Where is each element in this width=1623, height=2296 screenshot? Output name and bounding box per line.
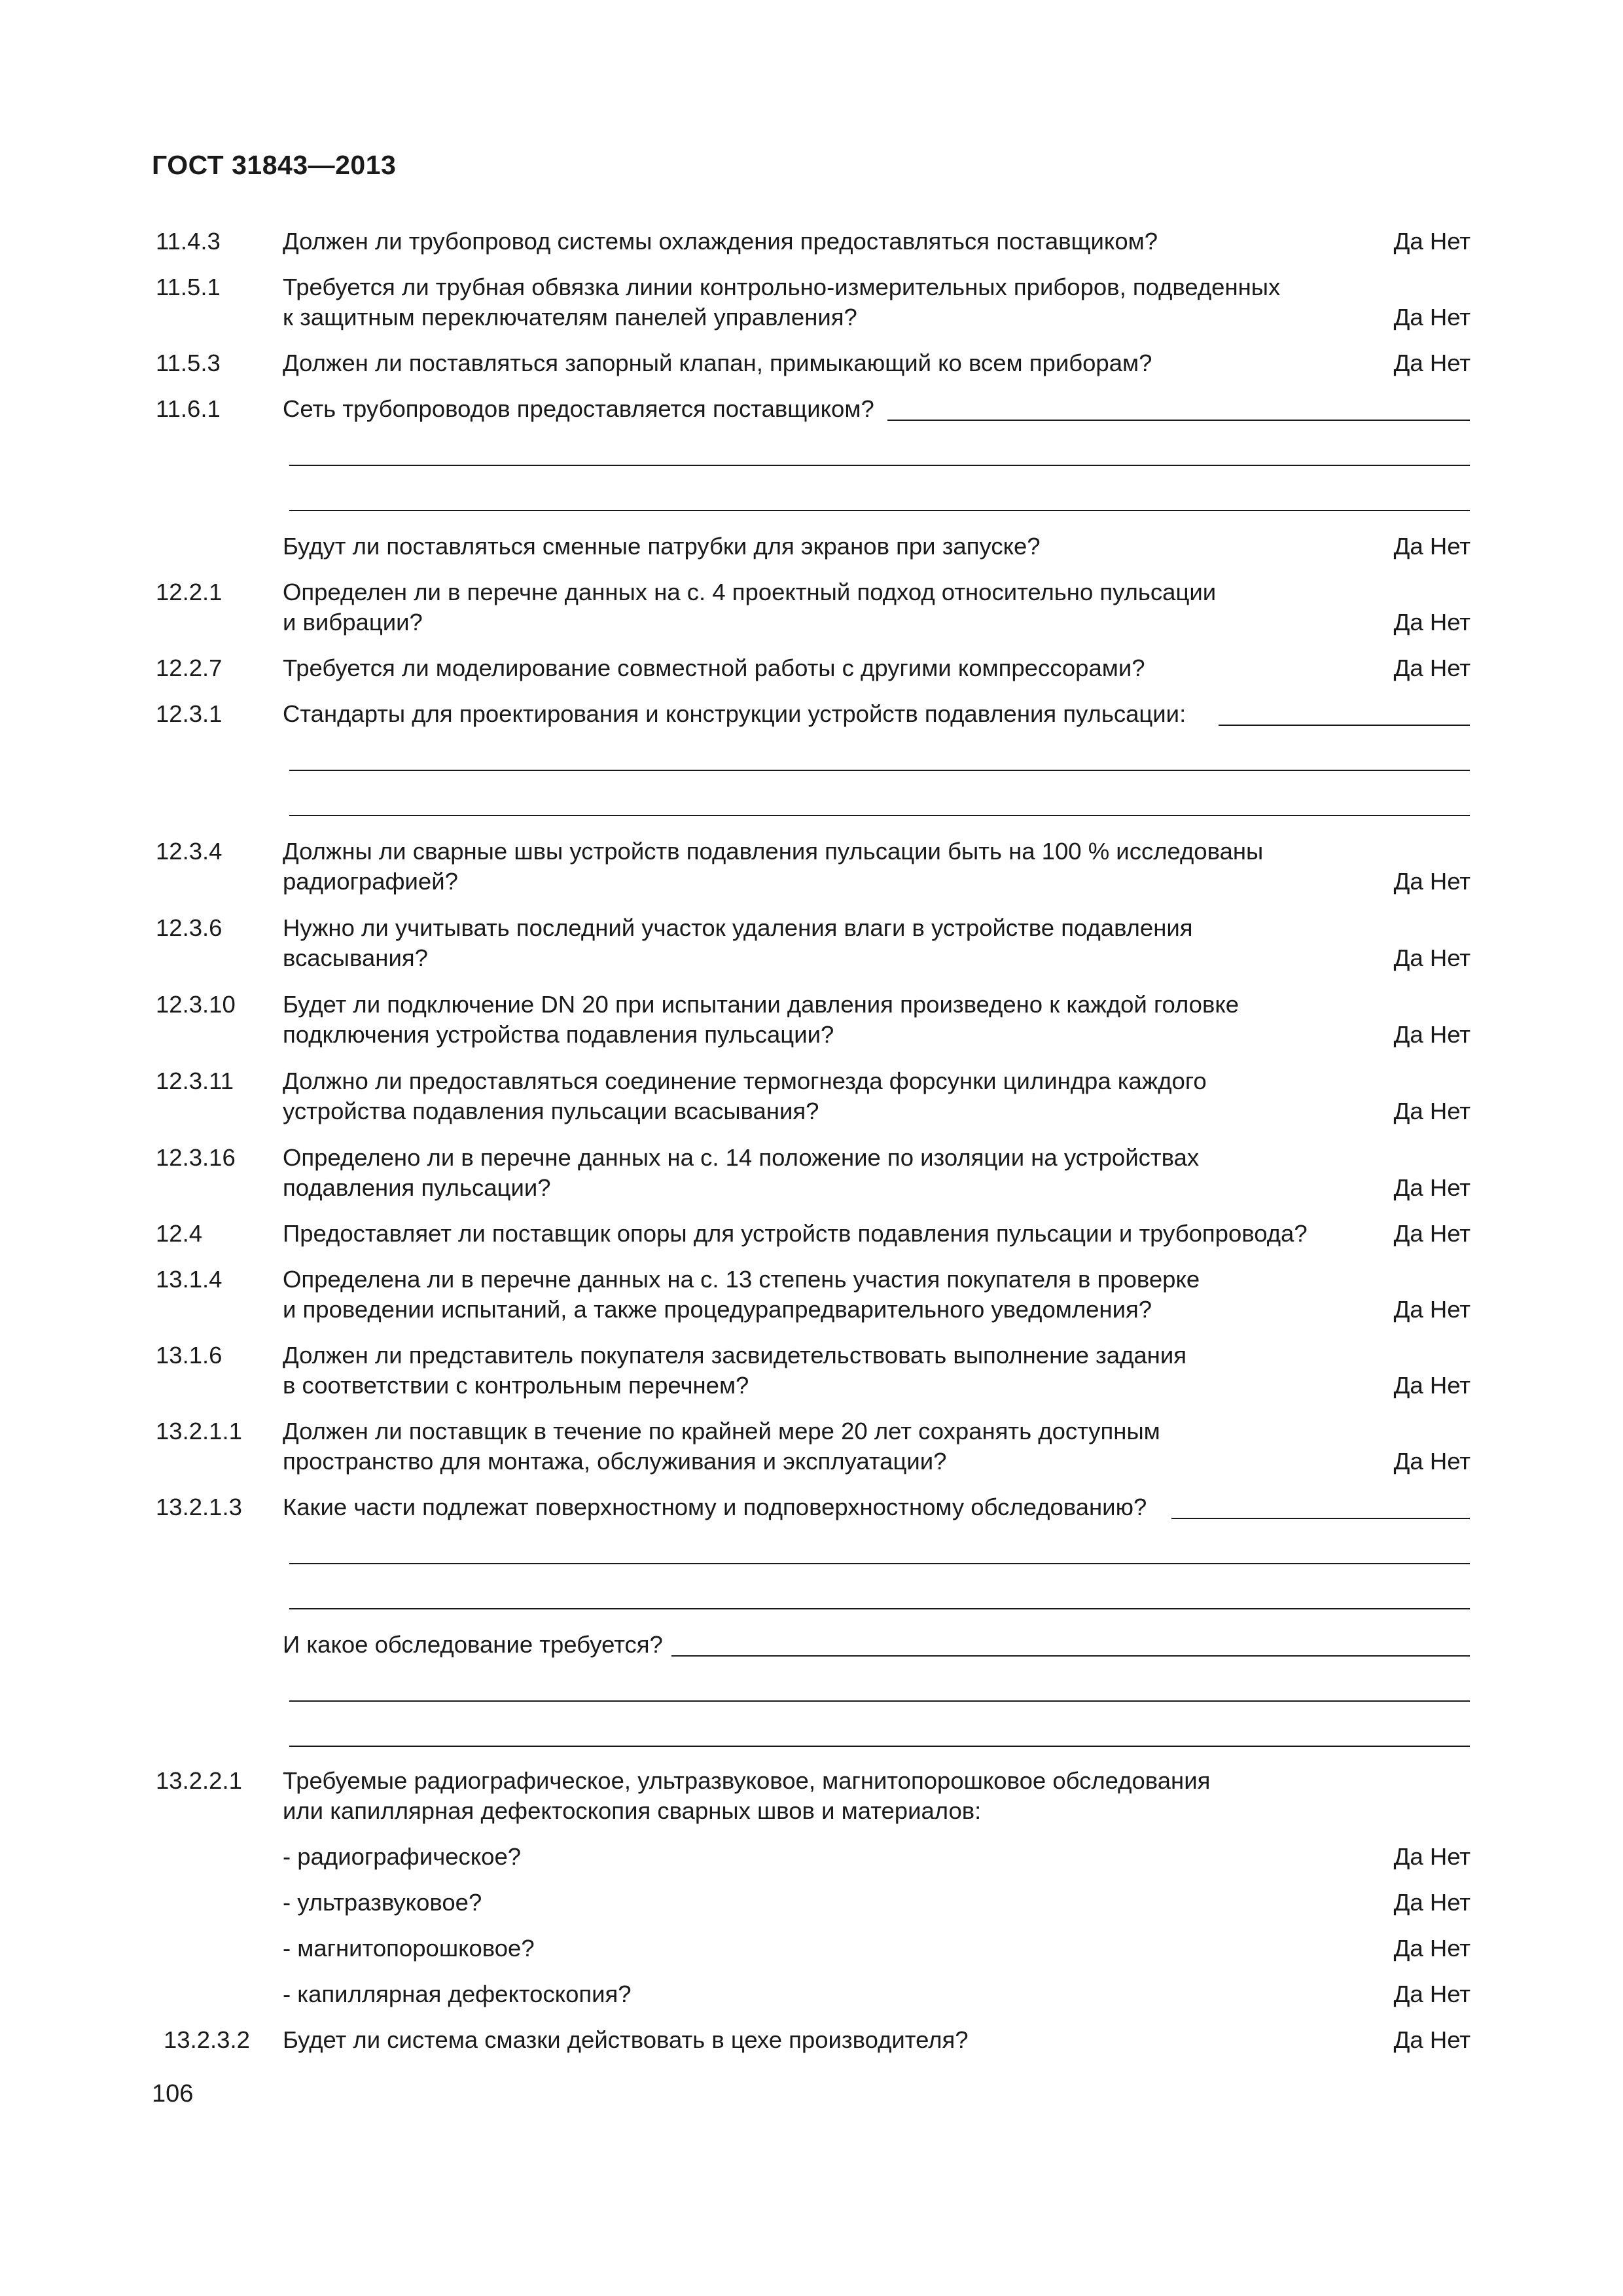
item-number: 12.4 (156, 1220, 203, 1247)
list-item (0, 913, 1623, 973)
yes-no-options[interactable]: Да Нет (1393, 2026, 1471, 2053)
question-text: Должен ли представитель покупателя засвидетельствовать выполнение задания (283, 1342, 1186, 1369)
question-text: устройства подавления пульсации всасывания? (283, 1098, 819, 1124)
list-item (0, 1340, 1623, 1401)
question-text: и проведении испытаний, а также процедурапредварительного уведомления? (283, 1296, 1152, 1323)
answer-line[interactable] (289, 465, 1470, 466)
list-item (0, 226, 1623, 257)
list-item (0, 1933, 1623, 1964)
list-item (0, 1219, 1623, 1249)
item-number: 12.3.1 (156, 700, 223, 727)
question-text: Сеть трубопроводов предоставляется поставщиком? (283, 395, 874, 422)
question-text: радиографией? (283, 868, 458, 895)
question-text: Требуемые радиографическое, ультразвуковое, магнитопорошковое обследования (283, 1767, 1211, 1794)
item-number: 11.5.1 (156, 274, 221, 300)
list-item (0, 348, 1623, 378)
sub-question-text: - магнитопорошковое? (283, 1935, 535, 1962)
question-text: Должен ли трубопровод системы охлаждения предоставляться поставщиком? (283, 228, 1158, 255)
yes-no-options[interactable]: Да Нет (1393, 1889, 1471, 1916)
answer-line[interactable] (671, 1655, 1470, 1657)
question-text: Определено ли в перечне данных на с. 14 положение по изоляции на устройствах (283, 1144, 1200, 1171)
list-item (0, 653, 1623, 683)
question-text: Будет ли система смазки действовать в цехе производителя? (283, 2026, 969, 2053)
list-item (0, 1979, 1623, 2009)
list-item (0, 1265, 1623, 1325)
question-text: Нужно ли учитывать последний участок удаления влаги в устройстве подавления (283, 914, 1193, 941)
list-item (0, 990, 1623, 1050)
question-text: всасывания? (283, 944, 428, 971)
item-number: 12.3.6 (156, 914, 223, 941)
list-item (0, 2025, 1623, 2055)
question-text: Требуется ли моделирование совместной работы с другими компрессорами? (283, 655, 1145, 681)
list-item (0, 531, 1623, 562)
question-text: подавления пульсации? (283, 1174, 551, 1201)
question-text: Должен ли поставщик в течение по крайней мере 20 лет сохранять доступным (283, 1418, 1160, 1444)
sub-question-text: - ультразвуковое? (283, 1889, 482, 1916)
list-item (0, 1888, 1623, 1918)
item-number: 11.6.1 (156, 395, 221, 422)
sub-question-text: - капиллярная дефектоскопия? (283, 1981, 632, 2007)
yes-no-options[interactable]: Да Нет (1393, 1296, 1471, 1323)
yes-no-options[interactable]: Да Нет (1393, 1220, 1471, 1247)
answer-line[interactable] (289, 770, 1470, 771)
question-text: пространство для монтажа, обслуживания и эксплуатации? (283, 1448, 947, 1475)
answer-line[interactable] (289, 1700, 1470, 1702)
item-number: 12.2.1 (156, 579, 223, 605)
question-text: Предоставляет ли поставщик опоры для устройств подавления пульсации и трубопровода? (283, 1220, 1308, 1247)
question-text: или капиллярная дефектоскопия сварных швов и материалов: (283, 1797, 982, 1824)
yes-no-options[interactable]: Да Нет (1393, 1843, 1471, 1870)
yes-no-options[interactable]: Да Нет (1393, 1098, 1471, 1124)
answer-line[interactable] (289, 1563, 1470, 1564)
list-item (0, 1143, 1623, 1203)
question-text: Требуется ли трубная обвязка линии контрольно-измерительных приборов, подведенных (283, 274, 1281, 300)
yes-no-options[interactable]: Да Нет (1393, 944, 1471, 971)
question-text: И какое обследование требуется? (283, 1631, 663, 1658)
yes-no-options[interactable]: Да Нет (1393, 350, 1471, 376)
yes-no-options[interactable]: Да Нет (1393, 228, 1471, 255)
answer-line[interactable] (289, 510, 1470, 511)
item-number: 13.2.3.2 (164, 2026, 250, 2053)
list-item (0, 836, 1623, 897)
yes-no-options[interactable]: Да Нет (1393, 1372, 1471, 1399)
list-item (0, 1842, 1623, 1872)
question-text: Будет ли подключение DN 20 при испытании давления произведено к каждой головке (283, 991, 1240, 1018)
yes-no-options[interactable]: Да Нет (1393, 1021, 1471, 1048)
item-number: 13.2.2.1 (156, 1767, 242, 1794)
answer-line[interactable] (887, 420, 1470, 421)
item-number: 11.5.3 (156, 350, 221, 376)
question-text: и вибрации? (283, 609, 423, 636)
question-text: Должно ли предоставляться соединение термогнезда форсунки цилиндра каждого (283, 1067, 1207, 1094)
list-item (0, 1066, 1623, 1126)
yes-no-options[interactable]: Да Нет (1393, 1174, 1471, 1201)
answer-line[interactable] (1171, 1518, 1470, 1519)
question-text: к защитным переключателям панелей управления? (283, 304, 857, 331)
item-number: 13.2.1.3 (156, 1494, 242, 1520)
question-text: Должен ли поставляться запорный клапан, примыкающий ко всем приборам? (283, 350, 1152, 376)
item-number: 13.2.1.1 (156, 1418, 242, 1444)
question-text: Определен ли в перечне данных на с. 4 проектный подход относительно пульсации (283, 579, 1217, 605)
item-number: 12.3.16 (156, 1144, 236, 1171)
yes-no-options[interactable]: Да Нет (1393, 1448, 1471, 1475)
item-number: 12.3.4 (156, 838, 223, 865)
document-header: ГОСТ 31843—2013 (152, 150, 397, 180)
question-text: Будут ли поставляться сменные патрубки для экранов при запуске? (283, 533, 1041, 560)
answer-line[interactable] (1219, 725, 1470, 726)
question-text: Какие части подлежат поверхностному и подповерхностному обследованию? (283, 1494, 1147, 1520)
item-number: 12.3.10 (156, 991, 236, 1018)
question-text: подключения устройства подавления пульсации? (283, 1021, 834, 1048)
item-number: 13.1.6 (156, 1342, 223, 1369)
sub-question-text: - радиографическое? (283, 1843, 522, 1870)
item-number: 12.2.7 (156, 655, 223, 681)
list-item (0, 1416, 1623, 1477)
yes-no-options[interactable]: Да Нет (1393, 1981, 1471, 2007)
yes-no-options[interactable]: Да Нет (1393, 304, 1471, 331)
question-text: Должны ли сварные швы устройств подавления пульсации быть на 100 % исследованы (283, 838, 1264, 865)
answer-line[interactable] (289, 815, 1470, 816)
list-item (0, 1766, 1623, 1826)
item-number: 12.3.11 (156, 1067, 234, 1094)
yes-no-options[interactable]: Да Нет (1393, 868, 1471, 895)
list-item (0, 577, 1623, 637)
question-text: Стандарты для проектирования и конструкции устройств подавления пульсации: (283, 700, 1186, 727)
question-text: Определена ли в перечне данных на с. 13 степень участия покупателя в проверке (283, 1266, 1200, 1293)
yes-no-options[interactable]: Да Нет (1393, 533, 1471, 560)
answer-line[interactable] (289, 1746, 1470, 1747)
item-number: 11.4.3 (156, 228, 221, 255)
question-text: в соответствии с контрольным перечнем? (283, 1372, 749, 1399)
list-item (0, 272, 1623, 332)
item-number: 13.1.4 (156, 1266, 223, 1293)
yes-no-options[interactable]: Да Нет (1393, 655, 1471, 681)
yes-no-options[interactable]: Да Нет (1393, 609, 1471, 636)
yes-no-options[interactable]: Да Нет (1393, 1935, 1471, 1962)
answer-line[interactable] (289, 1608, 1470, 1609)
page-number: 106 (152, 2080, 194, 2108)
